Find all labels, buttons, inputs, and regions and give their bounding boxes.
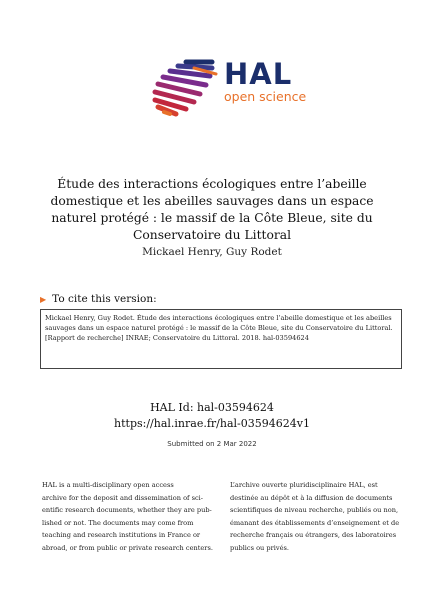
notice-line: publics ou privés. xyxy=(230,543,289,552)
notice-line: HAL is a multi-disciplinary open access xyxy=(42,481,174,489)
hal-id: HAL Id: hal-03594624 xyxy=(150,401,274,414)
citation-line: [Rapport de recherche] INRAE; Conservatoire du Littoral. 2018. hal-03594624 xyxy=(45,334,309,342)
hal-logo-mark-icon xyxy=(142,54,222,118)
hal-url-link[interactable]: https://hal.inrae.fr/hal-03594624v1 xyxy=(114,417,310,430)
notice-line: lished or not. The documents may come from xyxy=(42,518,194,527)
hal-tagline: open science xyxy=(224,89,307,104)
document-title xyxy=(40,176,384,244)
notice-line: archive for the deposit and dissemination of sci- xyxy=(42,493,203,502)
hal-logo xyxy=(142,54,312,118)
submission-date: Submitted on 2 Mar 2022 xyxy=(167,440,257,448)
citation-line: sauvages dans un espace naturel protégé : le massif de la Côte Bleue, site du Conservatoire du Littoral. xyxy=(45,324,393,332)
triangle-bullet-icon: ▶ xyxy=(40,295,47,304)
cite-heading-text: To cite this version: xyxy=(52,293,157,305)
citation-box xyxy=(40,309,402,369)
title-line: Étude des interactions écologiques entre l’abeille xyxy=(57,177,367,191)
notice-line: abroad, or from public or private research centers. xyxy=(42,543,213,552)
title-line: domestique et les abeilles sauvages dans un espace xyxy=(50,194,374,208)
notice-line: émanant des établissements d’enseignement et de xyxy=(230,518,400,527)
title-line: Conservatoire du Littoral xyxy=(132,228,292,242)
notice-line: scientifiques de niveau recherche, publiés ou non, xyxy=(230,506,399,514)
hal-wordmark: HAL xyxy=(224,57,293,91)
notice-english xyxy=(42,479,212,554)
notice-line: recherche français ou étrangers, des laboratoires xyxy=(230,531,397,539)
notice-line: entific research documents, whether they are pub- xyxy=(42,506,212,514)
notice-line: destinée au dépôt et à la diffusion de documents xyxy=(230,493,393,502)
document-authors: Mickael Henry, Guy Rodet xyxy=(142,246,282,258)
title-line: naturel protégé : le massif de la Côte Bleue, site du xyxy=(51,211,373,225)
notice-line: teaching and research institutions in France or xyxy=(42,531,201,539)
notice-line: L’archive ouverte pluridisciplinaire HAL, est xyxy=(230,481,378,489)
citation-line: Mickael Henry, Guy Rodet. Étude des interactions écologiques entre l’abeille domestique et les abeilles xyxy=(45,314,392,322)
identifiers-block xyxy=(40,400,384,450)
cite-heading xyxy=(40,292,157,307)
notice-french xyxy=(230,479,400,554)
